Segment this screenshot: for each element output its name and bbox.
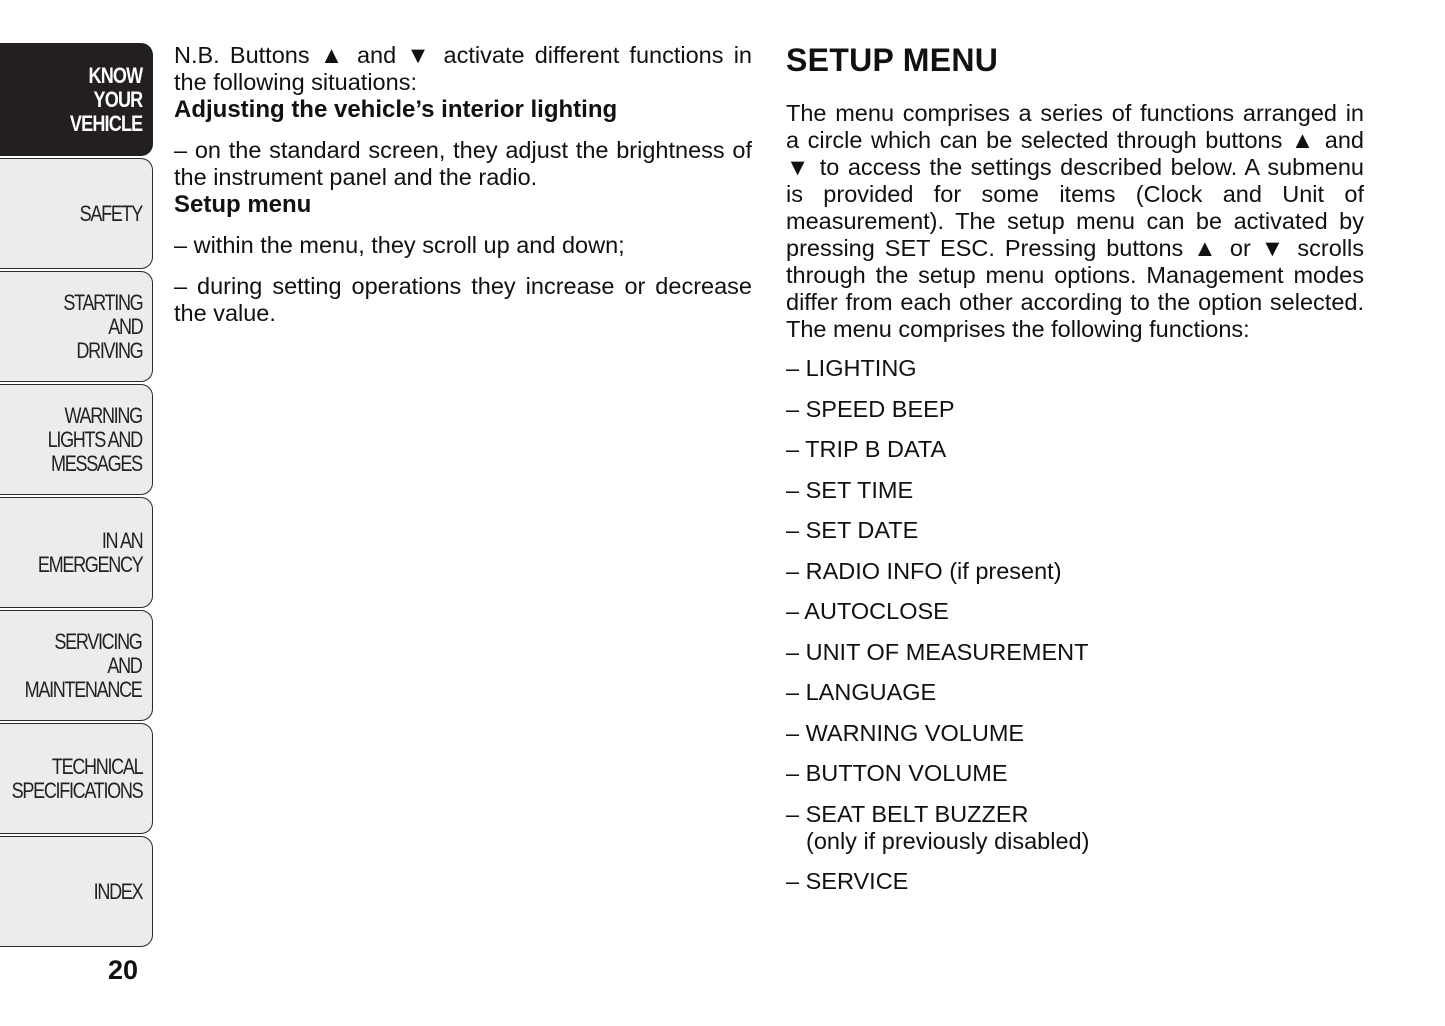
seat-belt-label: – SEAT BELT BUZZER (786, 800, 1029, 827)
tab-know-your-vehicle[interactable] (0, 43, 153, 156)
tab-label: KNOW YOUR VEHICLE (69, 62, 142, 136)
list-item: – SPEED BEEP (786, 395, 955, 422)
setup-item: – within the menu, they scroll up and down; (174, 232, 625, 258)
list-item: – RADIO INFO (if present) (786, 557, 1062, 584)
seat-belt-note: (only if previously disabled) (806, 827, 1090, 854)
list-item: – UNIT OF MEASUREMENT (786, 638, 1089, 665)
tab-label: WARNING LIGHTS AND MESSAGES (47, 402, 142, 476)
tab-starting-and-driving[interactable] (0, 271, 153, 382)
list-item: – LANGUAGE (786, 679, 937, 705)
section-heading-lighting: Adjusting the vehicle’s interior lighting (174, 96, 618, 123)
setup-menu-functions (786, 355, 1364, 895)
tab-servicing-and-maintenance[interactable] (0, 610, 153, 721)
list-item: – SERVICE (786, 868, 909, 894)
chapter-tabs (0, 43, 153, 949)
tab-label: INDEX (93, 878, 142, 904)
tab-technical-specifications[interactable] (0, 723, 153, 834)
tab-warning-lights-and-messages[interactable] (0, 384, 153, 495)
right-column (786, 42, 1364, 909)
setup-menu-description: The menu comprises a series of functions arranged in a circle which can be selected through buttons ▲ and ▼ to access the settings described below. A submenu is provided for some items (Clock and Unit of measurement). The setup menu can be activated by pressing SET ESC. Pressing buttons ▲ or ▼ scrolls through the setup menu options. Management modes differ from each other according to the option selected. The menu comprises the following functions: (786, 100, 1364, 342)
tab-label: SERVICING AND MAINTENANCE (25, 628, 142, 702)
tab-index[interactable] (0, 836, 153, 947)
tab-label: SAFETY (79, 200, 142, 226)
tab-in-an-emergency[interactable] (0, 497, 153, 608)
list-item: – WARNING VOLUME (786, 719, 1025, 746)
list-item: – AUTOCLOSE (786, 598, 949, 624)
list-item: – SET TIME (786, 476, 914, 503)
tab-label: STARTING AND DRIVING (62, 289, 142, 363)
left-column (174, 42, 752, 327)
list-item: – BUTTON VOLUME (786, 760, 1008, 786)
page-number: 20 (108, 955, 139, 985)
tab-label: IN AN EMERGENCY (37, 527, 142, 577)
list-item: – TRIP B DATA (786, 436, 947, 462)
tab-safety[interactable] (0, 158, 153, 269)
page-title: SETUP MENU (786, 42, 999, 78)
setup-item: – during setting operations they increase or decrease the value. (174, 273, 752, 326)
lighting-paragraph: – on the standard screen, they adjust the brightness of the instrument panel and the radio. (174, 137, 752, 190)
tab-label: TECHNICAL SPECIFICATIONS (11, 753, 142, 803)
list-item: – LIGHTING (786, 355, 917, 381)
section-heading-setup: Setup menu (174, 191, 312, 218)
list-item-seat-belt (786, 801, 1364, 855)
intro-paragraph: N.B. Buttons ▲ and ▼ activate different functions in the following situations: (174, 42, 752, 95)
list-item: – SET DATE (786, 517, 919, 543)
